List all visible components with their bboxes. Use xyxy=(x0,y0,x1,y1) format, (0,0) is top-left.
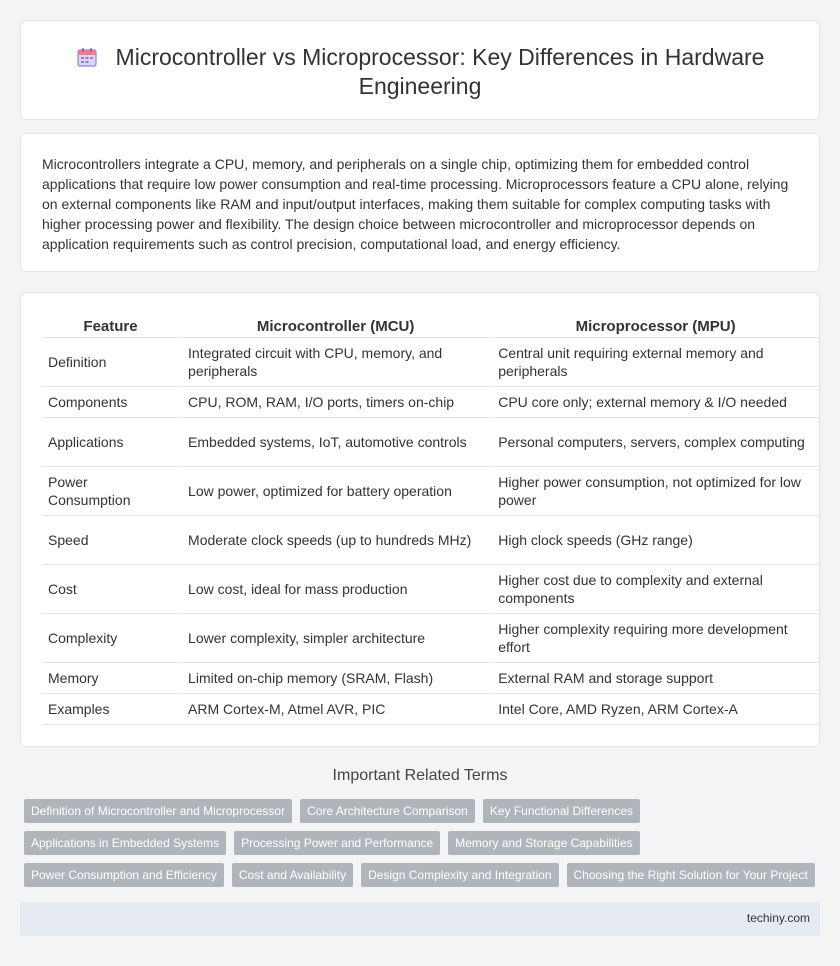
table-header-row xyxy=(42,315,819,338)
comparison-card xyxy=(20,292,820,747)
row-feature: Applications xyxy=(42,418,179,467)
row-feature: Definition xyxy=(42,338,179,387)
row-mcu: Embedded systems, IoT, automotive controls xyxy=(179,418,489,467)
row-mcu: CPU, ROM, RAM, I/O ports, timers on-chip xyxy=(179,387,489,418)
row-feature: Power Consumption xyxy=(42,467,179,516)
table-row xyxy=(42,467,819,516)
related-tag[interactable]: Key Functional Differences xyxy=(483,799,640,823)
calendar-icon xyxy=(76,46,98,68)
table-row xyxy=(42,565,819,614)
header-feature: Feature xyxy=(42,315,179,338)
header-mpu: Microprocessor (MPU) xyxy=(489,315,819,338)
row-mpu: Higher power consumption, not optimized for low power xyxy=(489,467,819,516)
row-feature: Complexity xyxy=(42,614,179,663)
row-mpu: Personal computers, servers, complex computing xyxy=(489,418,819,467)
row-mpu: Higher complexity requiring more development effort xyxy=(489,614,819,663)
related-tags-row xyxy=(24,831,640,855)
footer xyxy=(20,902,820,936)
row-feature: Memory xyxy=(42,663,179,694)
table-row xyxy=(42,614,819,663)
title-card xyxy=(20,20,820,120)
comparison-table xyxy=(42,315,819,725)
related-tag[interactable]: Choosing the Right Solution for Your Project xyxy=(567,863,815,887)
summary-text: Microcontrollers integrate a CPU, memory, and peripherals on a single chip, optimizing them for embedded control applications that require low power consumption and real-time processing. Microprocessors feature a CPU alone, relying on external components like RAM and input/output interfaces, making them suitable for complex computing tasks with higher processing power and flexibility. The design choice between microcontroller and microprocessor depends on application requirements such as control precision, computational load, and energy efficiency. xyxy=(42,156,789,252)
related-tag[interactable]: Applications in Embedded Systems xyxy=(24,831,226,855)
related-tag[interactable]: Core Architecture Comparison xyxy=(300,799,475,823)
related-tag[interactable]: Power Consumption and Efficiency xyxy=(24,863,224,887)
related-tags-row xyxy=(24,863,815,887)
row-mpu: CPU core only; external memory & I/O needed xyxy=(489,387,819,418)
table-row xyxy=(42,418,819,467)
table-row xyxy=(42,694,819,725)
row-feature: Speed xyxy=(42,516,179,565)
row-mcu: Lower complexity, simpler architecture xyxy=(179,614,489,663)
table-row xyxy=(42,663,819,694)
table-row xyxy=(42,338,819,387)
related-tag[interactable]: Design Complexity and Integration xyxy=(361,863,558,887)
table-row xyxy=(42,516,819,565)
row-mcu: Low power, optimized for battery operation xyxy=(179,467,489,516)
footer-site-link[interactable]: techiny.com xyxy=(746,911,810,925)
row-feature: Components xyxy=(42,387,179,418)
row-mcu: Integrated circuit with CPU, memory, and peripherals xyxy=(179,338,489,387)
row-mpu: Intel Core, AMD Ryzen, ARM Cortex-A xyxy=(489,694,819,725)
row-mpu: Central unit requiring external memory and peripherals xyxy=(489,338,819,387)
row-feature: Examples xyxy=(42,694,179,725)
page-title-wrap xyxy=(21,43,819,101)
row-mcu: Limited on-chip memory (SRAM, Flash) xyxy=(179,663,489,694)
row-mcu: Moderate clock speeds (up to hundreds MHz) xyxy=(179,516,489,565)
related-terms-title: Important Related Terms xyxy=(332,767,508,784)
row-mcu: ARM Cortex-M, Atmel AVR, PIC xyxy=(179,694,489,725)
row-mpu: High clock speeds (GHz range) xyxy=(489,516,819,565)
table-row xyxy=(42,387,819,418)
summary-card xyxy=(20,133,820,272)
related-tag[interactable]: Cost and Availability xyxy=(232,863,353,887)
related-tags-row xyxy=(24,799,640,823)
row-mpu: External RAM and storage support xyxy=(489,663,819,694)
related-tag[interactable]: Processing Power and Performance xyxy=(234,831,440,855)
row-mcu: Low cost, ideal for mass production xyxy=(179,565,489,614)
related-tag[interactable]: Memory and Storage Capabilities xyxy=(448,831,639,855)
row-feature: Cost xyxy=(42,565,179,614)
related-tag[interactable]: Definition of Microcontroller and Microprocessor xyxy=(24,799,292,823)
page-title: Microcontroller vs Microprocessor: Key Differences in Hardware Engineering xyxy=(115,44,765,99)
row-mpu: Higher cost due to complexity and external components xyxy=(489,565,819,614)
header-mcu: Microcontroller (MCU) xyxy=(179,315,489,338)
